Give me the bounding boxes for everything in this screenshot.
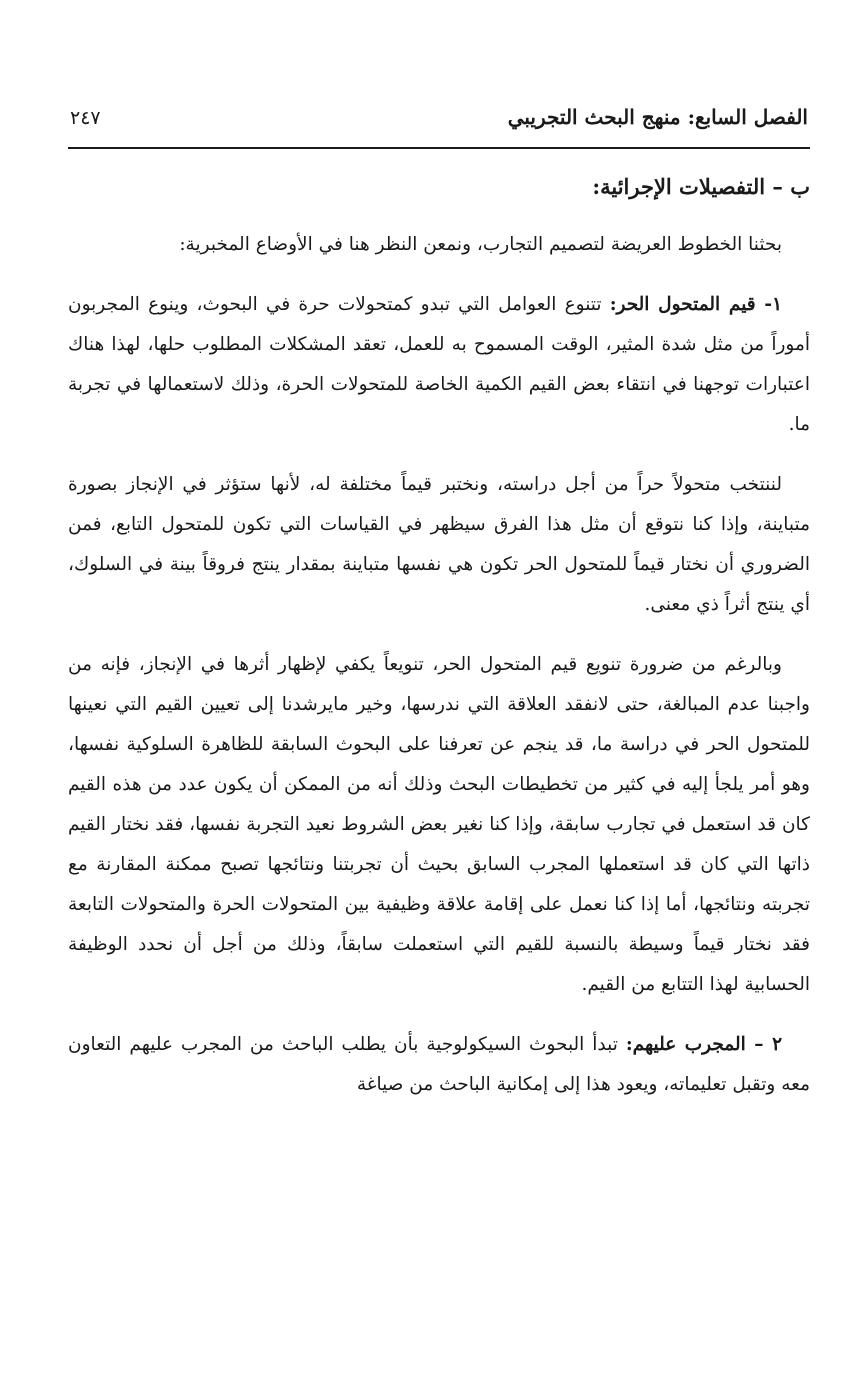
- paragraph-text: وبالرغم من ضرورة تنويع قيم المتحول الحر، تنويعاً يكفي لإظهار أثرها في الإنجاز، فإنه من واجبنا عدم المبالغة، حتى لانفقد العلاقة التي ندرسها، وخير مايرشدنا إلى تعيين القيم التي نعينها للمتحول الحر في دراسة ما، قد ينجم عن تعرفنا على البحوث السابقة للظاهرة السلوكية نفسها، وهو أمر يلجأ إليه في كثير من تخطيطات البحث وذلك أنه من الممكن أن يكون عدد من هذه القيم كان قد استعمل في تجارب سابقة، وإذا كنا نغير بعض الشروط نعيد التجربة نفسها، فقد نختار القيم ذاتها التي كان قد استعملها المجرب السابق بحيث أن تجربتنا ونتائجها تصبح ممكنة المقارنة مع تجربته ونتائجها، أما إذا كنا نعمل على إقامة علاقة وظيفية بين المتحولات الحرة والمتحولات التابعة فقد نختار قيماً وسيطة بالنسبة للقيم التي استعملت سابقاً، وذلك من أجل أن نحدد الوظيفة الحسابية لهذا التتابع من القيم.: [68, 654, 810, 995]
- paragraph-text: تبدأ البحوث السيكولوجية بأن يطلب الباحث من المجرب عليهم التعاون معه وتقبل تعليماته، ويعود هذا إلى إمكانية الباحث من صياغة: [68, 1034, 810, 1095]
- paragraph-lead: ١- قيم المتحول الحر:: [609, 294, 782, 315]
- paragraph-select-variable: [68, 465, 810, 625]
- running-header: [68, 105, 810, 149]
- section-heading: ب – التفصيلات الإجرائية:: [592, 174, 810, 199]
- page-number: ٢٤٧: [70, 107, 101, 129]
- intro-paragraph: بحثنا الخطوط العريضة لتصميم التجارب، ونمعن النظر هنا في الأوضاع المخبرية:: [179, 234, 782, 255]
- paragraph-free-variable-values: [68, 285, 810, 445]
- paragraph-subjects: [68, 1025, 810, 1105]
- chapter-title: الفصل السابع: منهج البحث التجريبي: [507, 105, 808, 129]
- paragraph-text: تتنوع العوامل التي تبدو كمتحولات حرة في البحوث، وينوع المجربون أموراً من مثل شدة المثير، الوقت المسموح به للعمل، تعقد المشكلات المطلوب حلها، لهذا هناك اعتبارات توجهنا في انتقاء بعض القيم الكمية الخاصة للمتحولات الحرة، وذلك لاستعمالها في تجربة ما.: [68, 294, 810, 435]
- book-page: [68, 105, 810, 1105]
- paragraph-vary-values: [68, 645, 810, 1005]
- paragraph-text: لننتخب متحولاً حراً من أجل دراسته، ونختبر قيماً مختلفة له، لأنها ستؤثر في الإنجاز بصورة متباينة، وإذا كنا نتوقع أن مثل هذا الفرق سيظهر في القياسات التي تكون للمتحول التابع، فمن الضروري أن نختار قيماً للمتحول الحر تكون هي نفسها متباينة بمقدار ينتج فروقاً بينة في السلوك، أي ينتج أثراً ذي معنى.: [68, 474, 810, 615]
- paragraph-lead: ٢ – المجرب عليهم:: [625, 1034, 782, 1055]
